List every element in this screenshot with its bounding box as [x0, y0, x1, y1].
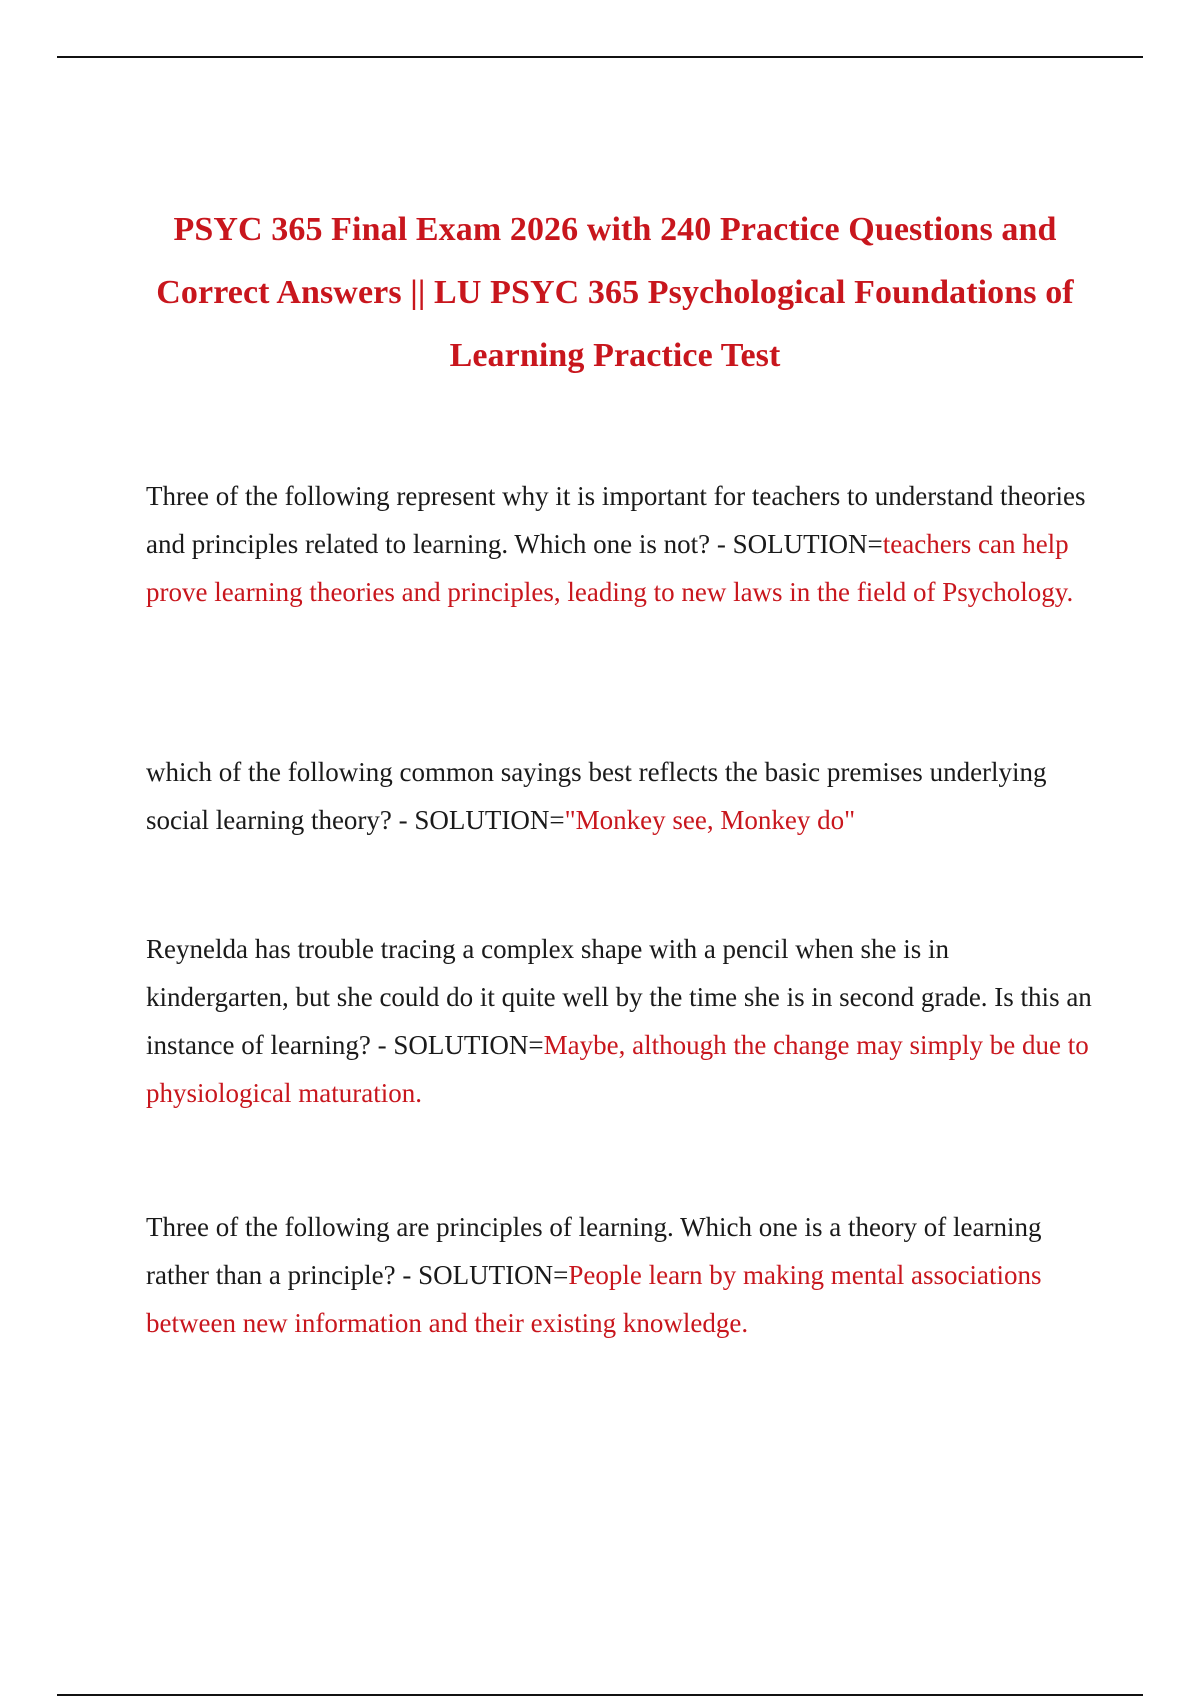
header-rule [57, 56, 1143, 58]
qa-item [146, 472, 1096, 616]
solution-label: - SOLUTION= [391, 805, 565, 835]
document-title: PSYC 365 Final Exam 2026 with 240 Practice Questions and Correct Answers || LU PSYC 365 Psychological Foundations of Learning Practice Test [156, 211, 1074, 374]
answer-text: teachers can help prove learning theories and principles, leading to new laws in the field of Psychology. [146, 529, 1074, 607]
solution-label: - SOLUTION= [395, 1260, 569, 1290]
question-text: Three of the following represent why it is important for teachers to understand theories and principles related to learning. Which one is not? [146, 481, 1086, 559]
answer-text: People learn by making mental associations between new information and their existing knowledge. [146, 1260, 1042, 1338]
question-text: Reynelda has trouble tracing a complex shape with a pencil when she is in kindergarten, but she could do it quite well by the time she is in second grade. Is this an instance of learning? [146, 934, 1092, 1060]
question-text: Three of the following are principles of learning. Which one is a theory of learning rather than a principle? [146, 1212, 1042, 1290]
answer-text: "Monkey see, Monkey do" [564, 805, 856, 835]
solution-label: - SOLUTION= [370, 1030, 544, 1060]
answer-text: Maybe, although the change may simply be due to physiological maturation. [146, 1030, 1089, 1108]
question-text: which of the following common sayings best reflects the basic premises underlying social learning theory? [146, 757, 1047, 835]
footer-rule [57, 1694, 1143, 1696]
qa-item [146, 1203, 1096, 1347]
solution-label: - SOLUTION= [710, 529, 883, 559]
qa-item [146, 925, 1096, 1117]
qa-item [146, 748, 1096, 844]
